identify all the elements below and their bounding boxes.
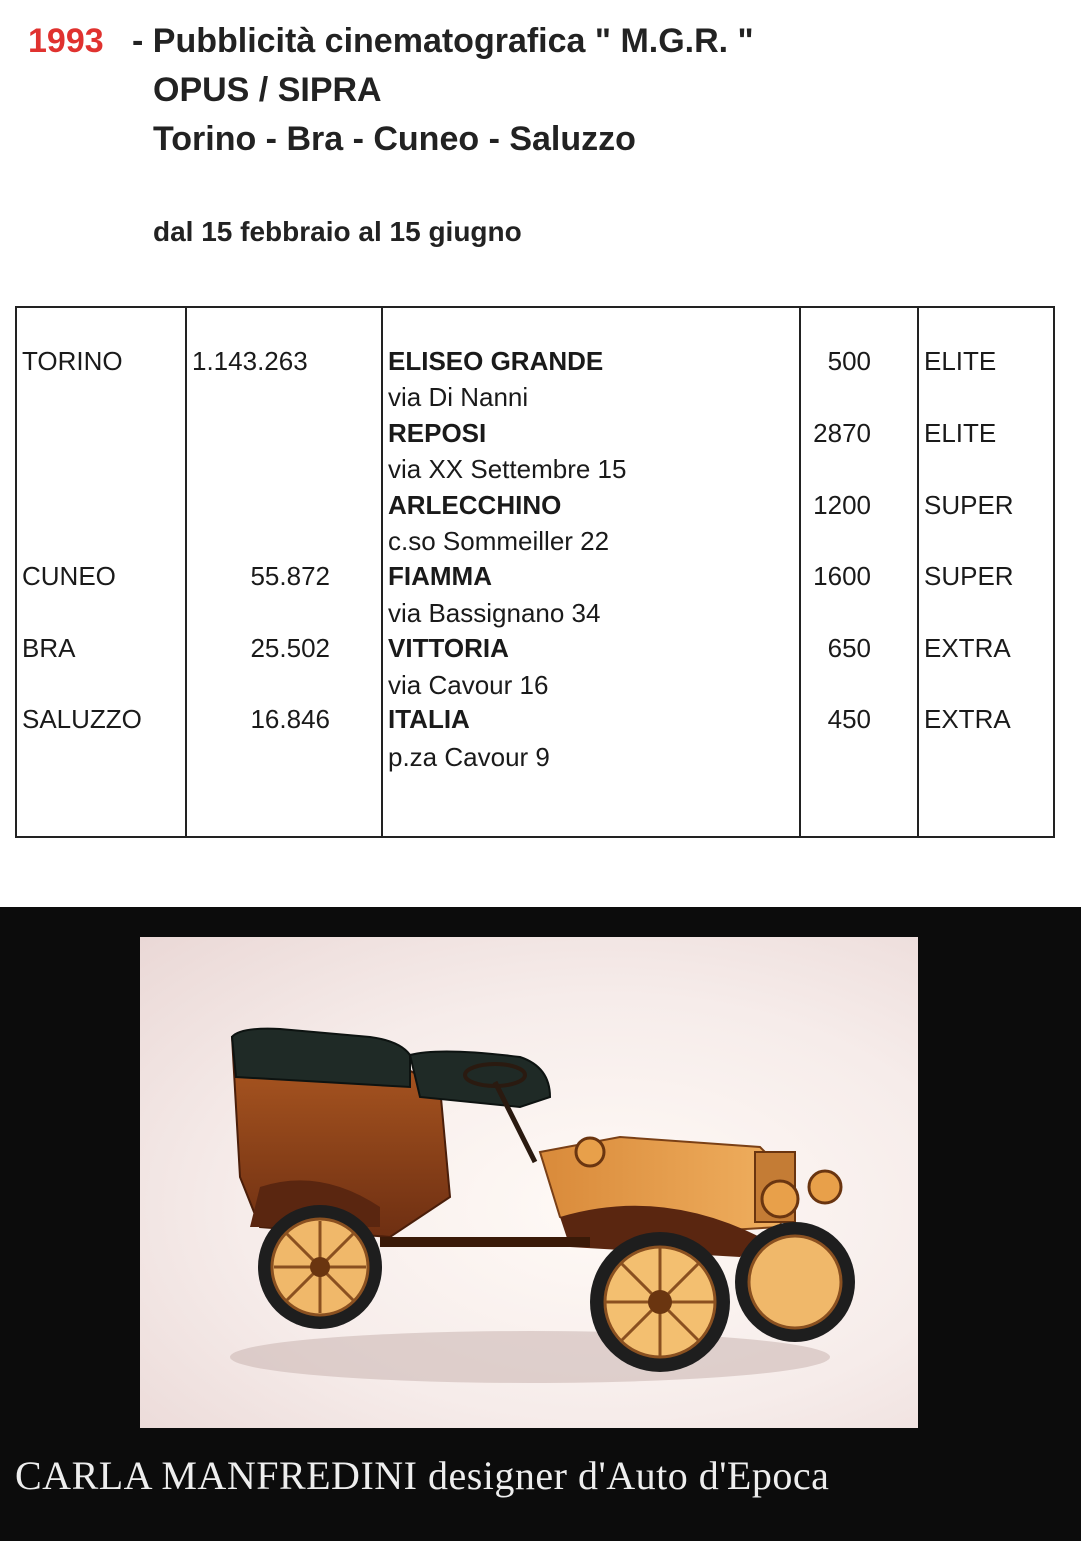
cinema-category: ELITE xyxy=(924,346,997,376)
city-name: CUNEO xyxy=(22,561,116,591)
cinema-category: SUPER xyxy=(924,490,1014,520)
cities-line: Torino - Bra - Cuneo - Saluzzo xyxy=(153,120,636,158)
document-title: - Pubblicità cinematografica " M.G.R. " xyxy=(132,22,754,60)
city-name: SALUZZO xyxy=(22,704,142,734)
column-divider xyxy=(185,308,187,836)
cinema-seats: 500 xyxy=(827,346,871,376)
city-name: TORINO xyxy=(22,346,123,376)
agency-line: OPUS / SIPRA xyxy=(153,71,382,109)
column-divider xyxy=(917,308,919,836)
city-name: BRA xyxy=(22,633,76,663)
cinema-name: FIAMMA xyxy=(388,561,492,591)
cinema-address: via XX Settembre 15 xyxy=(388,454,627,484)
footer-caption: CARLA MANFREDINI designer d'Auto d'Epoca xyxy=(15,1453,830,1498)
city-population: 55.872 xyxy=(250,561,330,591)
cinema-seats: 1200 xyxy=(813,490,871,520)
cinema-seats: 650 xyxy=(827,633,871,663)
cinema-name: ARLECCHINO xyxy=(388,490,562,520)
vintage-car-drawing xyxy=(140,937,918,1428)
cinema-category: EXTRA xyxy=(924,704,1011,734)
document-header xyxy=(0,0,1081,300)
cinema-seats: 1600 xyxy=(813,561,871,591)
city-population: 1.143.263 xyxy=(192,346,308,376)
column-divider xyxy=(381,308,383,836)
cinema-seats: 450 xyxy=(827,704,871,734)
cinema-address: c.so Sommeiller 22 xyxy=(388,526,610,556)
year: 1993 xyxy=(28,22,104,60)
column-divider xyxy=(799,308,801,836)
cinema-name: ITALIA xyxy=(388,704,470,734)
cinema-name: ELISEO GRANDE xyxy=(388,346,604,376)
city-population: 16.846 xyxy=(250,704,330,734)
cinema-category: SUPER xyxy=(924,561,1014,591)
city-population: 25.502 xyxy=(250,633,330,663)
cinema-address: p.za Cavour 9 xyxy=(388,742,550,772)
cinema-address: via Cavour 16 xyxy=(388,670,549,700)
cinema-table xyxy=(15,306,1055,838)
cinema-category: ELITE xyxy=(924,418,997,448)
vintage-car-illustration xyxy=(140,937,918,1428)
cinema-name: REPOSI xyxy=(388,418,487,448)
cinema-seats: 2870 xyxy=(813,418,871,448)
cinema-category: EXTRA xyxy=(924,633,1011,663)
cinema-address: via Di Nanni xyxy=(388,382,529,412)
cinema-address: via Bassignano 34 xyxy=(388,598,601,628)
cinema-name: VITTORIA xyxy=(388,633,509,663)
campaign-period: dal 15 febbraio al 15 giugno xyxy=(153,216,522,247)
